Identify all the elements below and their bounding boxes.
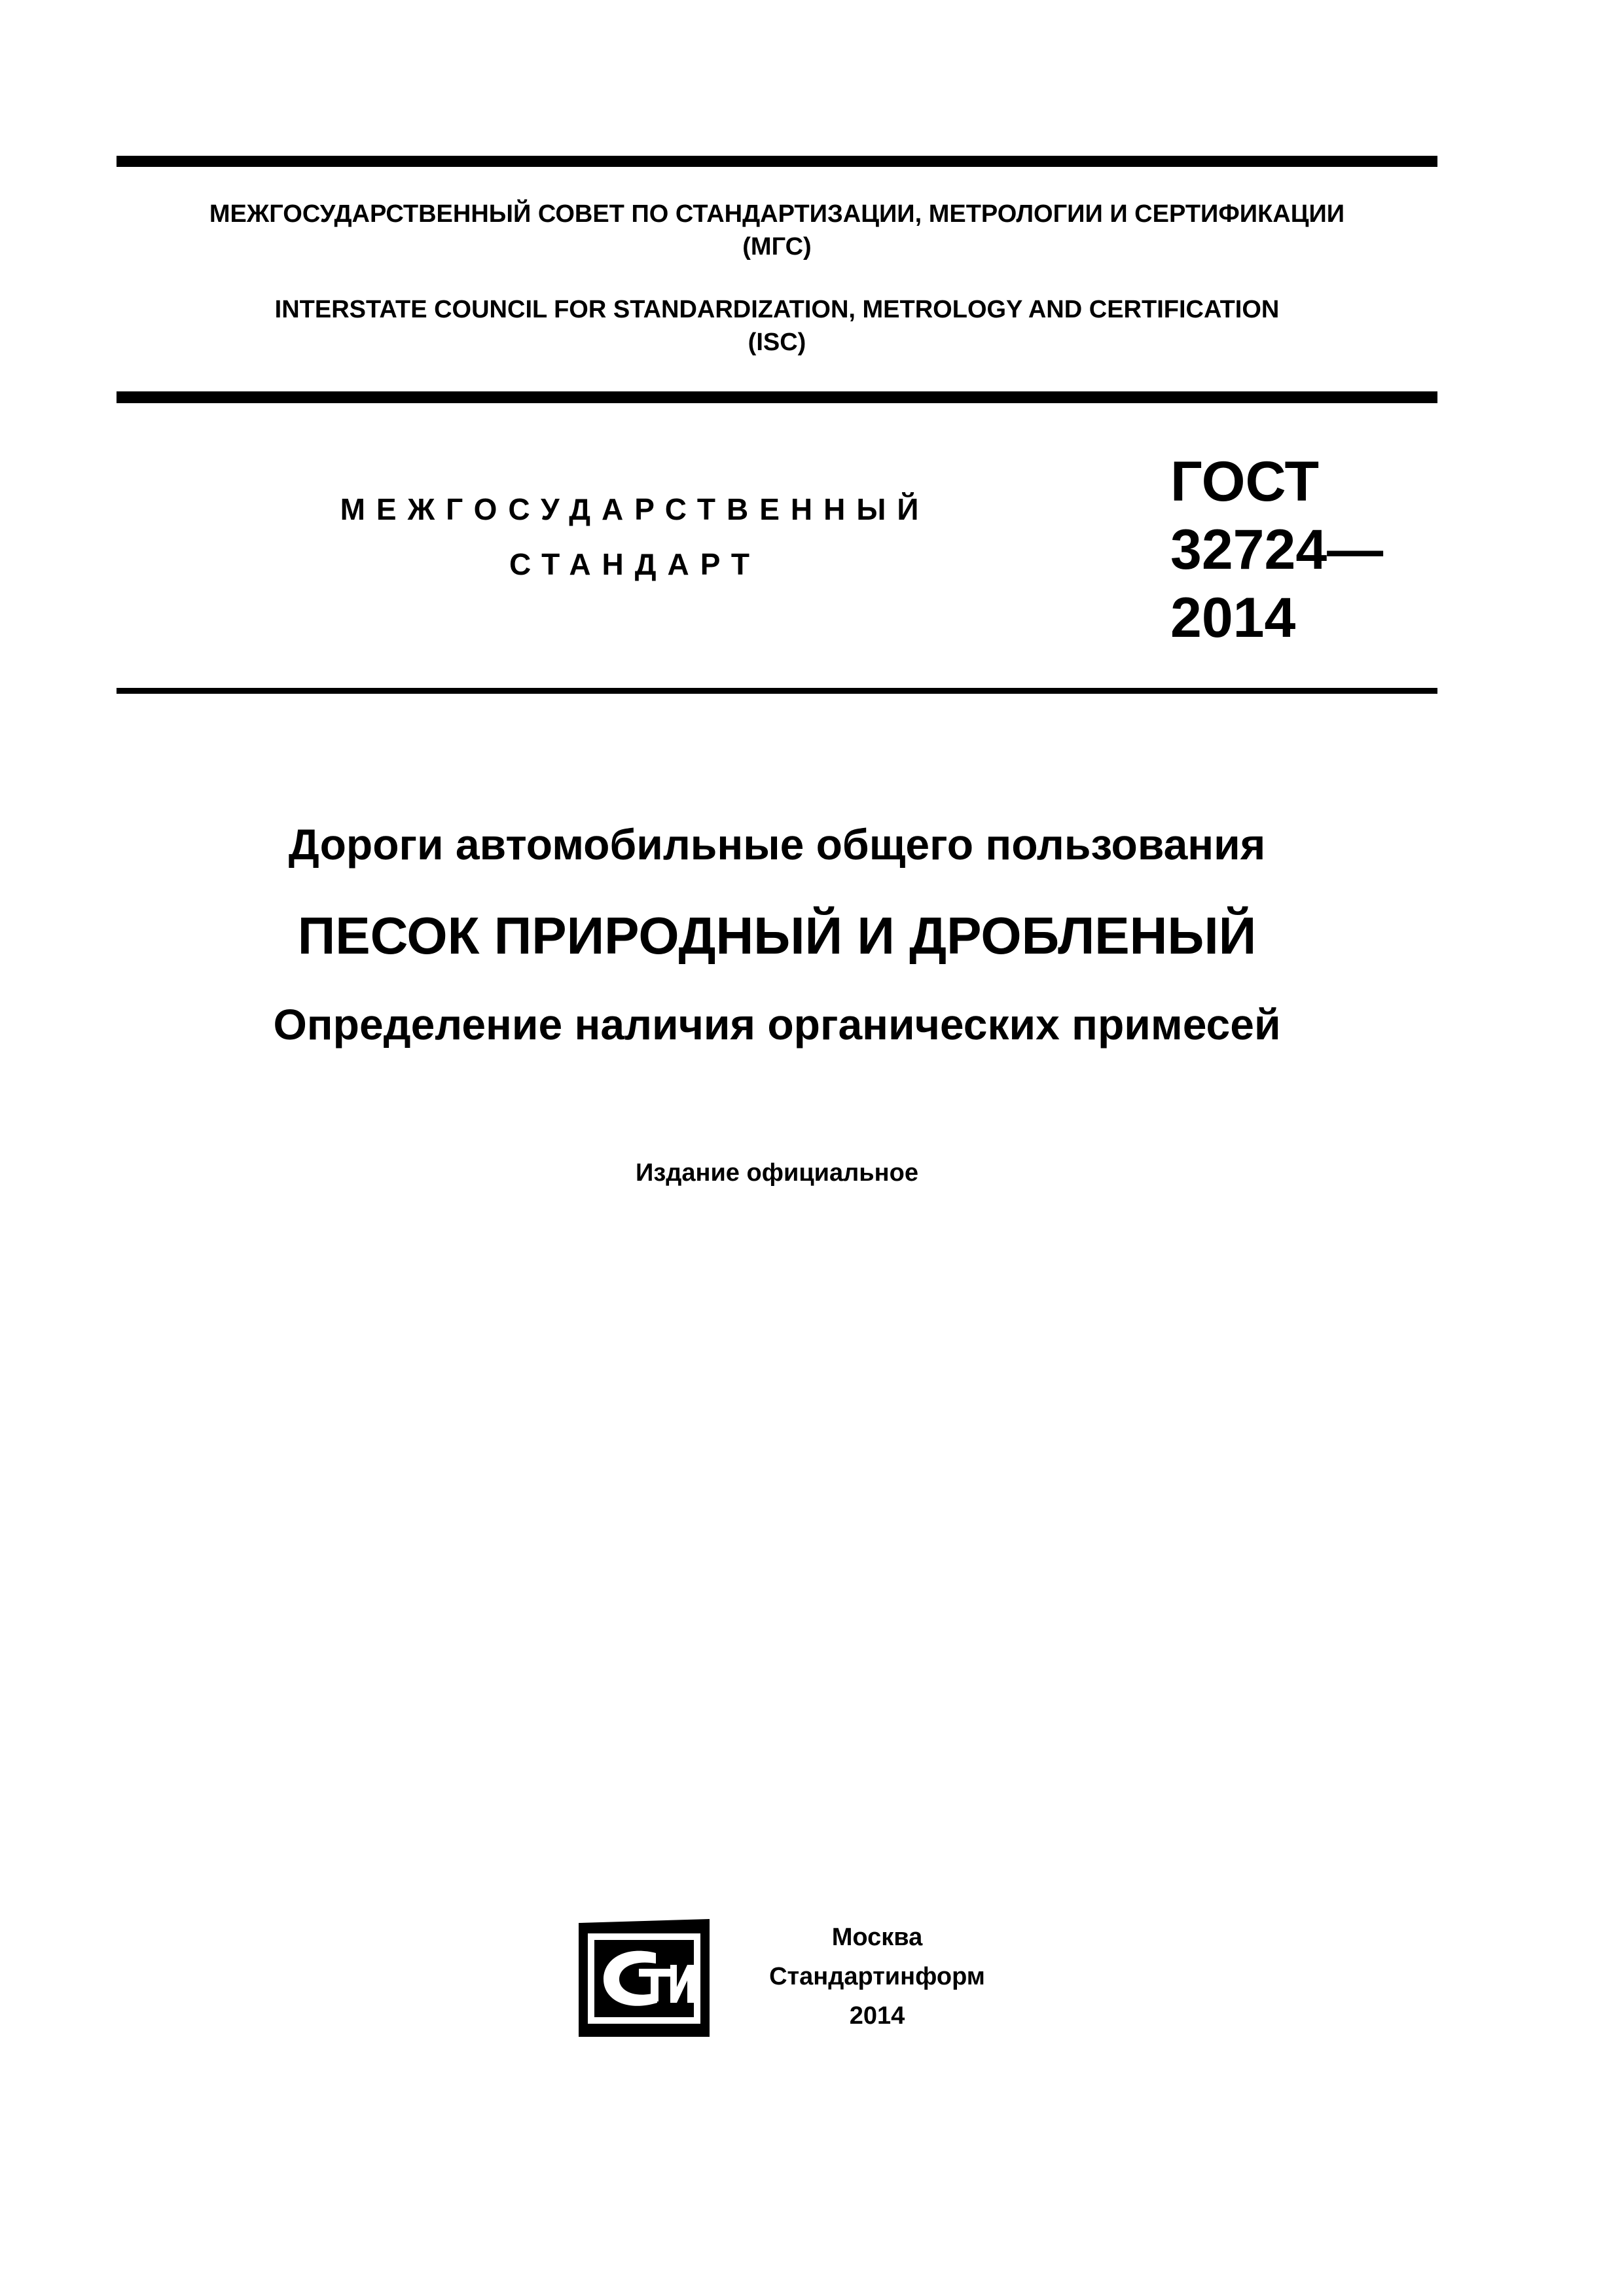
document-title-subtitle: Определение наличия органических примесей	[273, 1000, 1281, 1049]
gost-year: 2014	[1170, 586, 1296, 649]
publisher-year: 2014	[849, 2002, 905, 2030]
gost-prefix: ГОСТ	[1170, 450, 1320, 513]
publisher-block	[727, 1918, 1028, 2036]
council-abbr-ru: (МГС)	[742, 233, 812, 260]
logo-text: СТИ	[644, 2034, 646, 2035]
document-title-main: ПЕСОК ПРИРОДНЫЙ И ДРОБЛЕНЫЙ	[297, 906, 1257, 965]
standard-type-line1: МЕЖГОСУДАРСТВЕННЫЙ	[340, 492, 930, 526]
council-name-ru	[117, 198, 1437, 263]
gost-designation	[1170, 448, 1383, 652]
header-top-rule	[117, 156, 1437, 167]
publisher-city: Москва	[831, 1924, 923, 1951]
document-title-group: Дороги автомобильные общего пользования	[288, 820, 1266, 869]
council-name-ru-line: МЕЖГОСУДАРСТВЕННЫЙ СОВЕТ ПО СТАНДАРТИЗАЦИИ, МЕТРОЛОГИИ И СЕРТИФИКАЦИИ	[209, 200, 1345, 228]
council-name-en-line: INTERSTATE COUNCIL FOR STANDARDIZATION, METROLOGY AND CERTIFICATION	[274, 296, 1280, 323]
standard-type-line2: СТАНДАРТ	[509, 547, 761, 581]
gost-number: 32724—	[1170, 518, 1384, 581]
council-abbr-en: (ISC)	[748, 329, 806, 356]
edition-label: Издание официальное	[636, 1159, 918, 1187]
publisher-name: Стандартинформ	[769, 1963, 985, 1990]
council-name-en	[117, 293, 1437, 359]
header-bottom-rule	[117, 688, 1437, 694]
standartinform-logo-icon	[579, 1919, 710, 2037]
header-middle-rule	[117, 391, 1437, 403]
